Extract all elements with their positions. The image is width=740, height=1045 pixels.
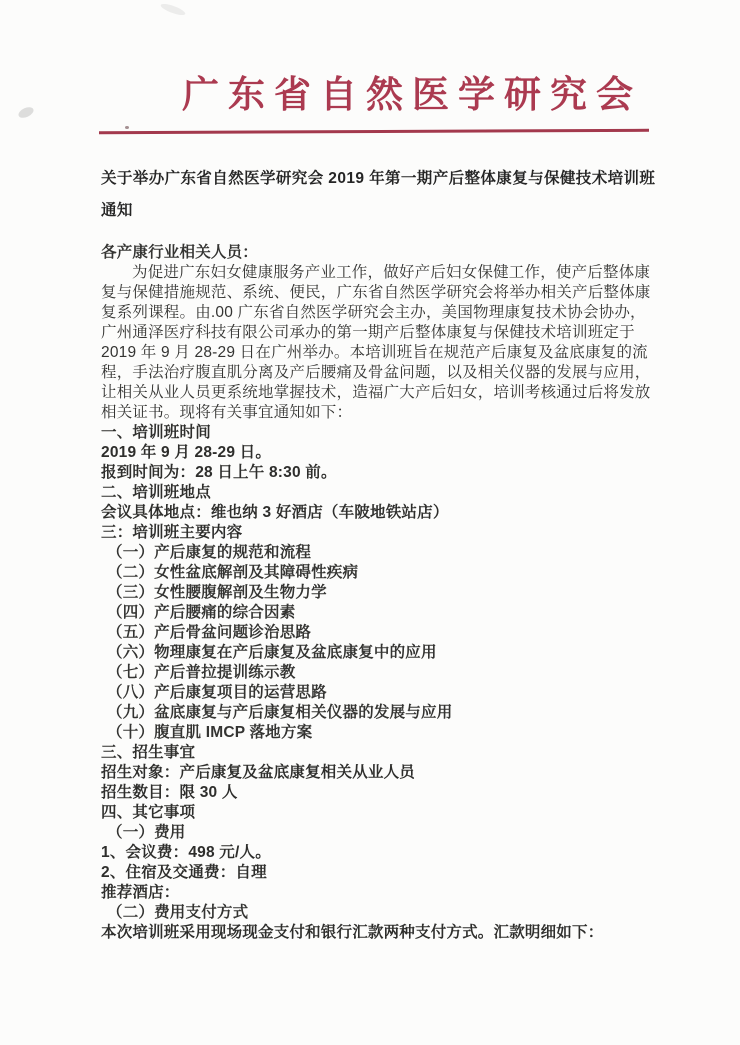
scan-speck [125,126,129,129]
intro-line: 广州通泽医疗科技有限公司承办的第一期产后整体康复与保健技术培训班定于 [101,324,635,341]
doc-line-detail: 2、住宿及交通费：自理 [101,864,267,881]
doc-line-list: （八）产后康复项目的运营思路 [107,684,327,701]
intro-line: 相关证书。现将有关事宜通知如下： [101,404,353,421]
intro-line: 2019 年 9 月 28-29 日在广州举办。本培训班旨在规范产后康复及盆底康复的流 [101,344,648,361]
doc-line-detail: 招生对象：产后康复及盆底康复相关从业人员 [101,764,416,781]
doc-line-heading: 三：培训班主要内容 [101,524,243,541]
notice-sections [101,423,657,943]
doc-line-detail: 本次培训班采用现场现金支付和银行汇款两种支付方式。汇款明细如下： [101,924,604,941]
scan-speck [17,105,35,120]
intro-line: 复系列课程。由.00 广东省自然医学研究会主办，美国物理康复技术协会协办， [101,304,646,321]
letterhead-divider-rule [99,129,649,134]
doc-line-detail: 招生数目：限 30 人 [101,784,238,801]
doc-line-list: （一）费用 [107,824,186,841]
doc-line-list: （二）女性盆底解剖及其障碍性疾病 [107,564,359,581]
doc-line-detail: 1、会议费：498 元/人。 [101,844,271,861]
doc-line-list: （四）产后腰痛的综合因素 [107,604,296,621]
intro-line: 为促进广东妇女健康服务产业工作，做好产后妇女保健工作，使产后整体康 [132,264,651,281]
doc-line-list: （五）产后骨盆问题诊治思路 [107,624,312,641]
doc-line-list: （一）产后康复的规范和流程 [107,544,312,561]
doc-line-heading: 一、培训班时间 [101,424,211,441]
doc-line-heading: 四、其它事项 [101,804,196,821]
intro-line: 复与保健措施规范、系统、便民，广东省自然医学研究会将举办相关产后整体康 [101,284,651,301]
organization-letterhead-title: 广东省自然医学研究会 [182,74,642,115]
intro-line: 让相关从业人员更系统地掌握技术，造福广大产后妇女，培训考核通过后将发放 [101,384,651,401]
scan-speck [160,2,187,17]
doc-line-list: （六）物理康复在产后康复及盆底康复中的应用 [107,644,437,661]
doc-line-list: （九）盆底康复与产后康复相关仪器的发展与应用 [107,704,453,721]
intro-paragraph [101,263,657,423]
doc-line-heading: 二、培训班地点 [101,484,211,501]
doc-line-list: （三）女性腰腹解剖及生物力学 [107,584,327,601]
doc-line-list: （十）腹直肌 IMCP 落地方案 [107,724,313,741]
doc-line-detail: 2019 年 9 月 28-29 日。 [101,444,272,461]
intro-line: 程，手法治疗腹直肌分离及产后腰痛及骨盆问题，以及相关仪器的发展与应用， [101,364,651,381]
doc-line-heading: 三、招生事宜 [101,744,196,761]
doc-line-list: （二）费用支付方式 [107,904,249,921]
notice-title-line2: 通知 [101,202,133,219]
notice-title-line1: 关于举办广东省自然医学研究会 2019 年第一期产后整体康复与保健技术培训班 [101,170,656,187]
doc-line-detail: 报到时间为：28 日上午 8:30 前。 [101,464,337,481]
doc-line-detail: 会议具体地点：维也纳 3 好酒店（车陂地铁站店） [101,504,449,521]
doc-line-detail: 推荐酒店： [101,884,180,901]
notice-body [101,163,657,943]
doc-line-list: （七）产后普拉提训练示教 [107,664,296,681]
salutation: 各产康行业相关人员： [101,244,259,261]
